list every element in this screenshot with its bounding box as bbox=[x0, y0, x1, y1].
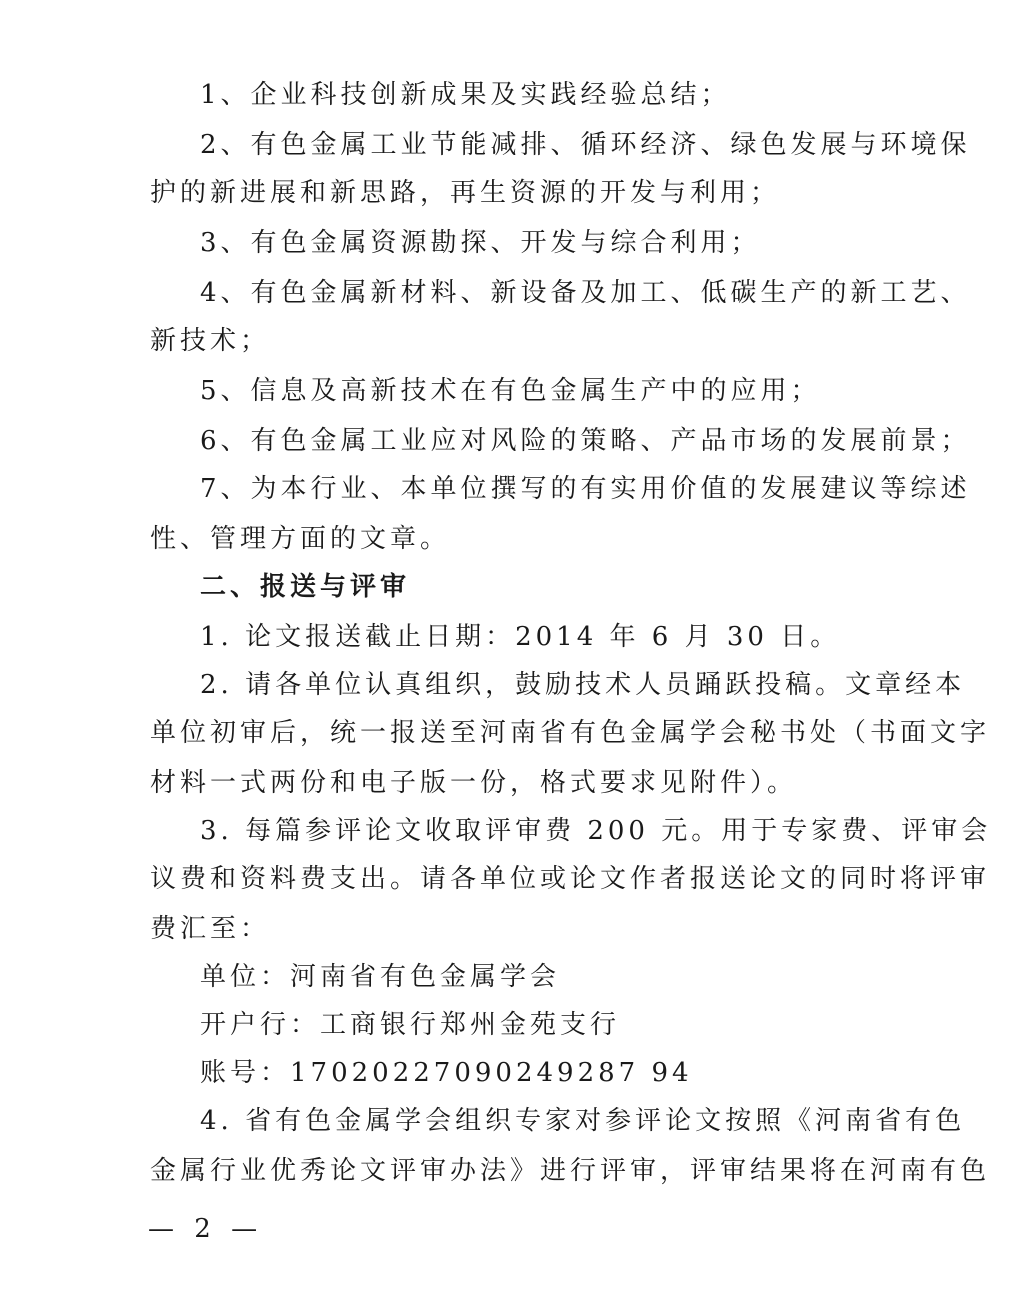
bank-name: 开户行：工商银行郑州金苑支行 bbox=[200, 1010, 621, 1040]
review-item-4-continuation: 金属行业优秀论文评审办法》进行评审，评审结果将在河南有色 bbox=[150, 1156, 991, 1186]
submission-item-2: 2. 请各单位认真组织，鼓励技术人员踊跃投稿。文章经本 bbox=[200, 670, 966, 700]
topic-item-5: 5、信息及高新技术在有色金属生产中的应用； bbox=[200, 376, 821, 406]
review-fee-continuation-1: 议费和资料费支出。请各单位或论文作者报送论文的同时将评审 bbox=[150, 864, 991, 894]
page-number: — 2 — bbox=[148, 1214, 264, 1244]
submission-item-2-continuation-1: 单位初审后，统一报送至河南省有色金属学会秘书处（书面文字 bbox=[150, 718, 991, 748]
payee-unit: 单位：河南省有色金属学会 bbox=[200, 962, 561, 992]
section-heading: 二、报送与评审 bbox=[200, 572, 411, 602]
topic-item-7: 7、为本行业、本单位撰写的有实用价值的发展建议等综述 bbox=[200, 474, 971, 504]
submission-item-2-continuation-2: 材料一式两份和电子版一份，格式要求见附件）。 bbox=[150, 768, 798, 798]
submission-deadline: 1. 论文报送截止日期：2014 年 6 月 30 日。 bbox=[200, 622, 841, 652]
topic-item-2-continuation: 护的新进展和新思路，再生资源的开发与利用； bbox=[150, 178, 781, 208]
review-item-4: 4. 省有色金属学会组织专家对参评论文按照《河南省有色 bbox=[200, 1106, 966, 1136]
topic-item-1: 1、企业科技创新成果及实践经验总结； bbox=[200, 80, 731, 110]
review-fee-continuation-2: 费汇至： bbox=[150, 914, 271, 944]
topic-item-2: 2、有色金属工业节能减排、循环经济、绿色发展与环境保 bbox=[200, 130, 971, 160]
topic-item-4-continuation: 新技术； bbox=[150, 326, 271, 356]
topic-item-3: 3、有色金属资源勘探、开发与综合利用； bbox=[200, 228, 761, 258]
topic-item-7-continuation: 性、管理方面的文章。 bbox=[150, 524, 451, 554]
topic-item-6: 6、有色金属工业应对风险的策略、产品市场的发展前景； bbox=[200, 426, 971, 456]
account-number: 账号：17020227090249287 94 bbox=[200, 1058, 693, 1088]
topic-item-4: 4、有色金属新材料、新设备及加工、低碳生产的新工艺、 bbox=[200, 278, 971, 308]
review-fee-item: 3. 每篇参评论文收取评审费 200 元。用于专家费、评审会 bbox=[200, 816, 992, 846]
